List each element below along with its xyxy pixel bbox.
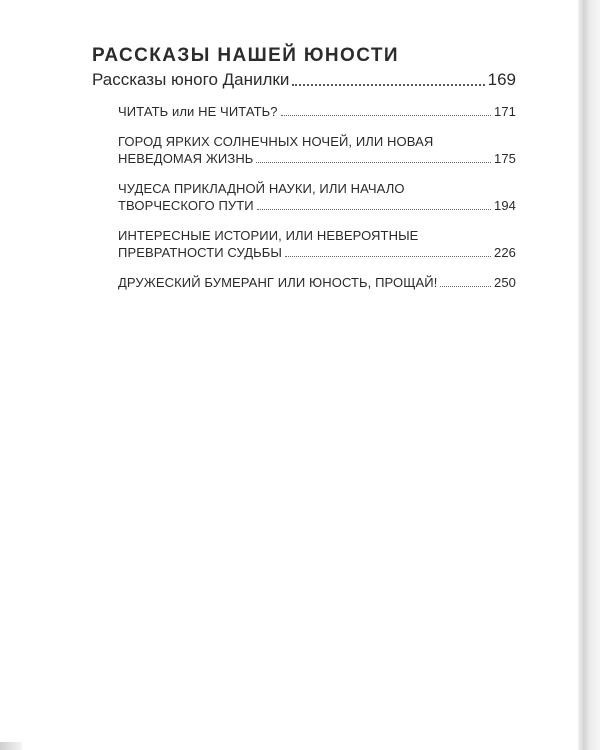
toc-sub-entry xyxy=(118,227,516,261)
table-of-contents xyxy=(92,44,516,304)
toc-entry-title-line1: ГОРОД ЯРКИХ СОЛНЕЧНЫХ НОЧЕЙ, ИЛИ НОВАЯ xyxy=(118,134,434,149)
dot-leader xyxy=(292,84,484,86)
toc-entry-page: 171 xyxy=(494,104,516,119)
toc-sub-entry xyxy=(118,103,516,120)
toc-sub-entry xyxy=(118,180,516,214)
dot-leader xyxy=(281,115,491,116)
dot-leader xyxy=(285,256,491,257)
toc-entry-title-line1: ИНТЕРЕСНЫЕ ИСТОРИИ, ИЛИ НЕВЕРОЯТНЫЕ xyxy=(118,228,419,243)
section-title: РАССКАЗЫ НАШЕЙ ЮНОСТИ xyxy=(92,45,399,66)
toc-entry-title: Рассказы юного Данилки xyxy=(92,70,290,89)
toc-entry-page: 226 xyxy=(494,245,516,260)
toc-entry-title-line1: ЧУДЕСА ПРИКЛАДНОЙ НАУКИ, ИЛИ НАЧАЛО xyxy=(118,181,405,196)
toc-entry-page: 250 xyxy=(494,275,516,290)
toc-main-entry xyxy=(92,69,516,91)
toc-entry-title-line2: ПРЕВРАТНОСТИ СУДЬБЫ xyxy=(118,245,283,260)
toc-entry-title-line2: ТВОРЧЕСКОГО ПУТИ xyxy=(118,198,254,213)
toc-entry-title: ДРУЖЕСКИЙ БУМЕРАНГ ИЛИ ЮНОСТЬ, ПРОЩАЙ! xyxy=(118,275,438,290)
toc-entry-title-line2: НЕВЕДОМАЯ ЖИЗНЬ xyxy=(118,151,254,166)
dot-leader xyxy=(440,286,491,287)
page-edge-shadow xyxy=(578,0,600,750)
dot-leader xyxy=(256,162,491,163)
page-corner-shadow xyxy=(0,742,22,750)
toc-entry-page: 194 xyxy=(494,198,516,213)
dot-leader xyxy=(257,209,491,210)
toc-sub-entries xyxy=(118,103,516,291)
toc-sub-entry xyxy=(118,133,516,167)
toc-entry-page: 175 xyxy=(494,151,516,166)
toc-sub-entry xyxy=(118,274,516,291)
toc-entry-page: 169 xyxy=(487,70,516,89)
toc-entry-title: ЧИТАТЬ или НЕ ЧИТАТЬ? xyxy=(118,104,278,119)
